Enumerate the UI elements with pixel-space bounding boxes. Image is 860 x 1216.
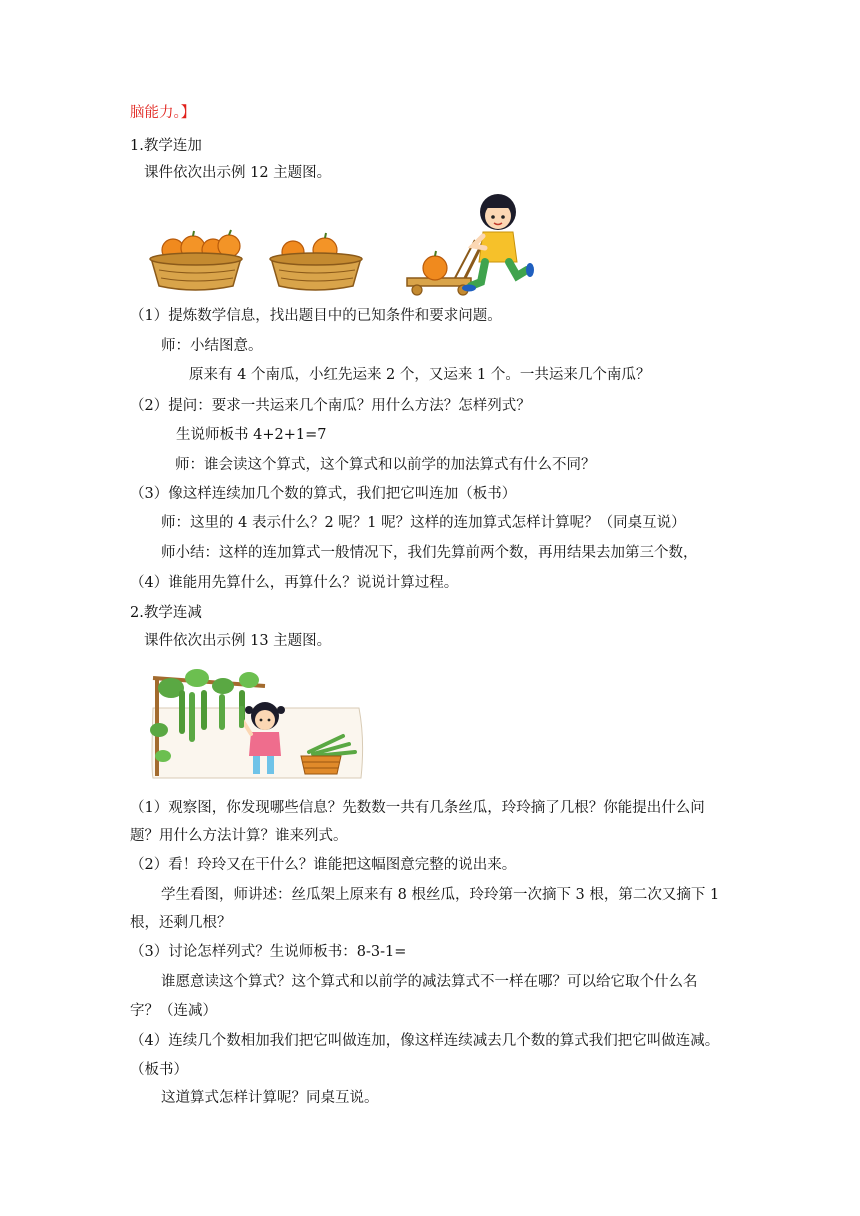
- text-line: 课件依次出示例 13 主题图。: [144, 633, 332, 649]
- loofah-illustration: [145, 660, 367, 780]
- text-line: （1）观察图，你发现哪些信息？先数数一共有几条丝瓜，玲玲摘了几根？你能提出什么问: [130, 800, 705, 816]
- text-line-continued: 脑能力。】: [130, 105, 196, 121]
- text-line: （4）连续几个数相加我们把它叫做连加，像这样连续减去几个数的算式我们把它叫做连减。: [130, 1033, 720, 1049]
- text-line: （板书）: [130, 1062, 188, 1078]
- text-line: （2）提问：要求一共运来几个南瓜？用什么方法？怎样列式？: [130, 398, 531, 414]
- pumpkin-basket-icon: [270, 233, 362, 290]
- text-line: 原来有 4 个南瓜，小红先运来 2 个，又运来 1 个。一共运来几个南瓜？: [189, 367, 651, 383]
- text-line: 师：小结图意。: [161, 338, 263, 354]
- text-line: （3）讨论怎样列式？生说师板书：8-3-1=: [130, 944, 407, 960]
- text-line: 题？用什么方法计算？谁来列式。: [130, 828, 348, 844]
- section-heading-subtraction: 2.教学连减: [130, 605, 202, 621]
- text-line: 字？（连减）: [130, 1003, 217, 1019]
- text-line: （2）看！玲玲又在干什么？谁能把这幅图意完整的说出来。: [130, 857, 517, 873]
- pumpkin-basket-icon: [150, 230, 242, 290]
- text-line: 谁愿意读这个算式？这个算式和以前学的减法算式不一样在哪？可以给它取个什么名: [161, 974, 698, 990]
- text-line: 师小结：这样的连加算式一般情况下，我们先算前两个数，再用结果去加第三个数，: [161, 545, 698, 561]
- pumpkin-illustration: [145, 190, 545, 302]
- text-line: （4）谁能用先算什么，再算什么？说说计算过程。: [130, 575, 459, 591]
- text-line: 根，还剩几根？: [130, 915, 232, 931]
- section-heading-addition: 1.教学连加: [130, 138, 202, 154]
- text-line: （3）像这样连续加几个数的算式，我们把它叫连加（板书）: [130, 486, 517, 502]
- girl-icon: [462, 194, 534, 292]
- text-line: 课件依次出示例 12 主题图。: [144, 165, 332, 181]
- text-line: 师：谁会读这个算式，这个算式和以前学的加法算式有什么不同？: [175, 457, 596, 473]
- text-line: 这道算式怎样计算呢？同桌互说。: [161, 1090, 379, 1106]
- text-line: 学生看图，师讲述：丝瓜架上原来有 8 根丝瓜，玲玲第一次摘下 3 根，第二次又摘下 1: [161, 887, 720, 903]
- text-line: 生说师板书 4+2+1=7: [176, 427, 327, 443]
- text-line: （1）提炼数学信息，找出题目中的已知条件和要求问题。: [130, 308, 502, 324]
- text-line: 师：这里的 4 表示什么？2 呢？1 呢？这样的连加算式怎样计算呢？（同桌互说）: [161, 515, 686, 531]
